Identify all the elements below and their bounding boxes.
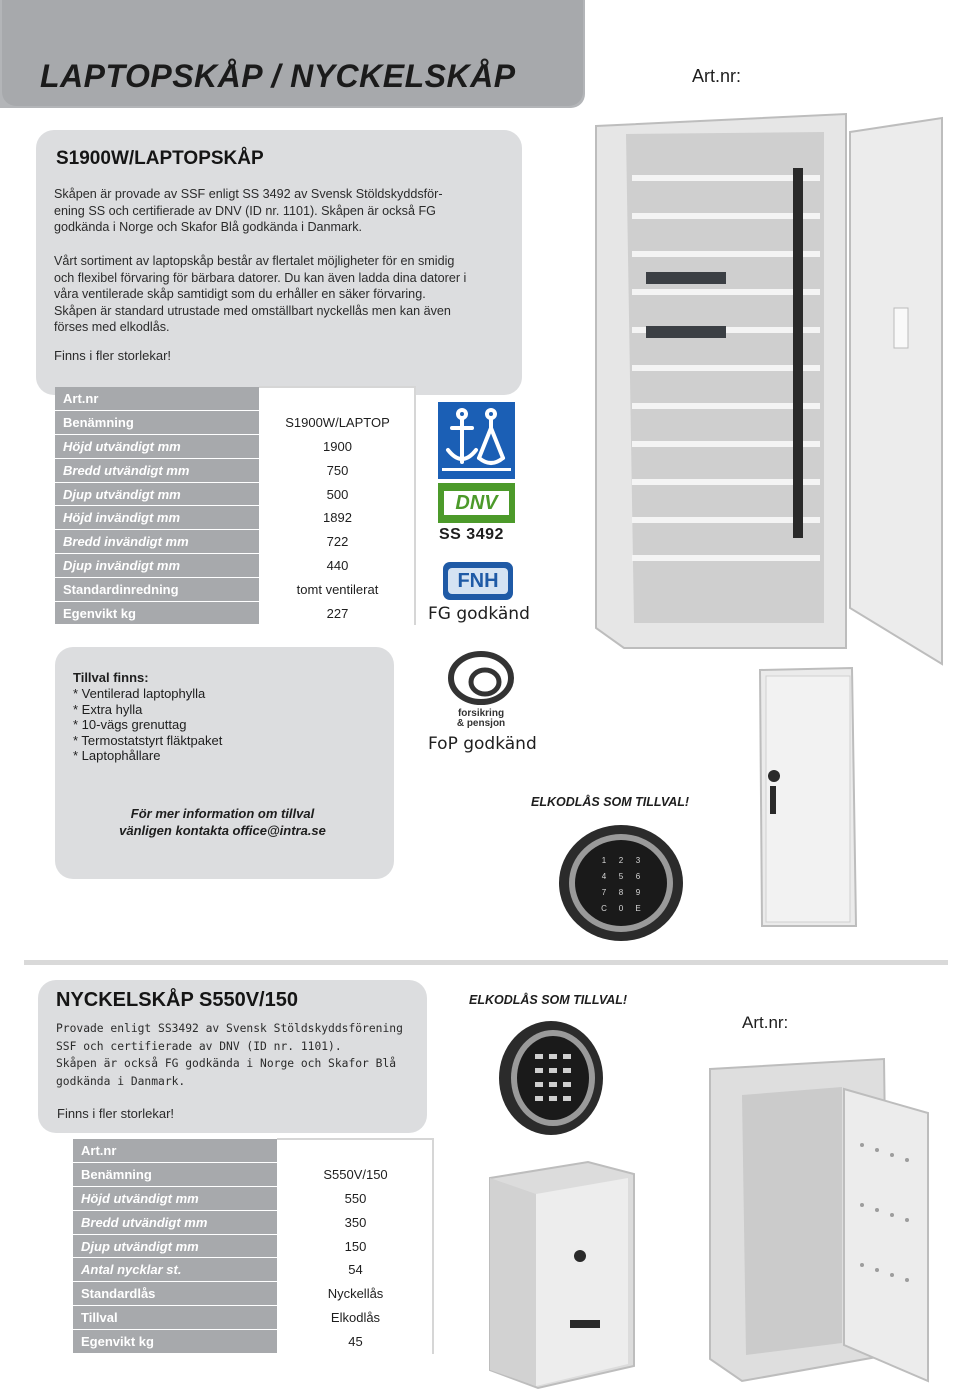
- laptop-para1-line: ening SS och certifierade av DNV (ID nr. 1101). Skåpen är också FG: [54, 203, 436, 218]
- table-row: [73, 1306, 433, 1330]
- anchor-icon: [438, 402, 515, 479]
- spec-value: [278, 1139, 433, 1163]
- laptop-paragraph-2: [54, 253, 514, 336]
- table-row: [73, 1187, 433, 1211]
- electronic-lock-image-2: [493, 1018, 605, 1138]
- spec-label: Tillval: [73, 1306, 278, 1330]
- key-more-sizes: Finns i fler storlekar!: [57, 1106, 175, 1121]
- table-row: [73, 1234, 433, 1258]
- spec-value: 440: [260, 554, 415, 578]
- list-item: * Termostatstyrt fläktpaket: [73, 732, 223, 748]
- keypad-key: 2: [618, 856, 624, 865]
- spec-value: tomt ventilerat: [260, 577, 415, 601]
- keypad-key: 5: [618, 872, 624, 881]
- key-desc-line: godkända i Danmark.: [56, 1075, 186, 1089]
- table-row: [55, 435, 415, 459]
- laptop-para1-line: godkända i Norge och Skafor Blå godkända i Danmark.: [54, 220, 363, 234]
- spec-label: Standardinredning: [55, 577, 260, 601]
- options-list: [73, 686, 222, 764]
- spec-value: S1900W/LAPTOP: [260, 411, 415, 435]
- options-title: Tillval finns:: [73, 670, 149, 685]
- ssf-logo: [438, 402, 515, 479]
- contact-line: För mer information om tillval: [130, 806, 315, 821]
- elkodlas-label-1: ELKODLÅS SOM TILLVAL!: [531, 795, 690, 809]
- spec-value: 550: [278, 1187, 433, 1211]
- spec-label: Benämning: [55, 411, 260, 435]
- table-row: [55, 387, 415, 411]
- table-row: [55, 530, 415, 554]
- table-row: [55, 506, 415, 530]
- spec-label: Bredd utvändigt mm: [55, 458, 260, 482]
- elkodlas-label-2: ELKODLÅS SOM TILLVAL!: [469, 993, 628, 1007]
- table-row: [73, 1258, 433, 1282]
- table-row: [55, 482, 415, 506]
- closed-cabinet-image: [756, 664, 860, 929]
- contact-line: vänligen kontakta office@intra.se: [119, 822, 326, 838]
- spec-label: Höjd invändigt mm: [55, 506, 260, 530]
- fop-logo-line2: & pensjon: [456, 718, 506, 728]
- key-cabinet-closed-image: [488, 1160, 638, 1390]
- laptop-cabinet-image: [588, 108, 960, 668]
- spec-value: 1892: [260, 506, 415, 530]
- table-row: [73, 1139, 433, 1163]
- spec-label: Antal nycklar st.: [73, 1258, 278, 1282]
- spec-value: [260, 387, 415, 411]
- key-cabinet-open-image: [702, 1055, 936, 1385]
- fop-godkand-label: FoP godkänd: [428, 734, 537, 754]
- spec-label: Benämning: [73, 1163, 278, 1187]
- list-item: * Ventilerad laptophylla: [73, 686, 206, 701]
- fop-logo-line1: forsikring: [457, 708, 505, 719]
- spec-value: S550V/150: [278, 1163, 433, 1187]
- spec-value: 45: [278, 1329, 433, 1353]
- laptop-para2-line: och flexibel förvaring för bärbara datorer. Du kan även ladda dina datorer i: [54, 270, 467, 285]
- keypad-key: E: [635, 904, 641, 913]
- list-item: * 10-vägs grenuttag: [73, 717, 187, 733]
- spec-value: 500: [260, 482, 415, 506]
- spec-value: 54: [278, 1258, 433, 1282]
- keypad-key: 3: [635, 856, 641, 865]
- table-row: [73, 1329, 433, 1353]
- key-desc-line: Provade enligt SS3492 av Svensk Stöldskyddsförening: [56, 1022, 403, 1035]
- key-spec-table: [73, 1138, 434, 1354]
- laptop-paragraph-1: [54, 186, 514, 236]
- spec-value: 1900: [260, 435, 415, 459]
- spec-value: 150: [278, 1234, 433, 1258]
- keypad-key: C: [601, 904, 607, 913]
- section-divider: [24, 960, 948, 965]
- table-row: [55, 458, 415, 482]
- keypad-key: 4: [601, 872, 607, 881]
- keypad-key: 7: [601, 888, 607, 897]
- keypad-key: 1: [601, 856, 607, 865]
- fg-godkand-label: FG godkänd: [428, 604, 530, 624]
- list-item: * Extra hylla: [73, 701, 143, 717]
- list-item: * Laptophållare: [73, 748, 161, 764]
- spec-label: Bredd utvändigt mm: [73, 1210, 278, 1234]
- laptop-para2-line: Skåpen är standard utrustade med omställbart nyckellås men kan även: [54, 303, 451, 318]
- key-cabinet-title: NYCKELSKÅP S550V/150: [56, 989, 298, 1011]
- keypad-key: 6: [635, 872, 641, 881]
- spec-value: 750: [260, 458, 415, 482]
- spec-label: Egenvikt kg: [73, 1329, 278, 1353]
- laptop-more-sizes: Finns i fler storlekar!: [54, 348, 172, 363]
- spec-label: Djup utvändigt mm: [55, 482, 260, 506]
- table-row: [73, 1163, 433, 1187]
- page-title: LAPTOPSKÅP / NYCKELSKÅP: [40, 58, 516, 94]
- artnr-label-top: Art.nr:: [692, 66, 742, 86]
- table-row: [73, 1210, 433, 1234]
- laptop-para2-line: Vårt sortiment av laptopskåp består av flertalet möjligheter för en smidig: [54, 254, 455, 268]
- ss3492-label: SS 3492: [439, 526, 504, 543]
- table-row: [55, 601, 415, 625]
- dnv-logo-text: DNV: [444, 491, 509, 515]
- fnh-logo-text: FNH: [448, 568, 508, 594]
- spec-label: Standardlås: [73, 1282, 278, 1306]
- fop-logo: [445, 650, 517, 728]
- spec-value: Elkodlås: [278, 1306, 433, 1330]
- spec-label: Bredd invändigt mm: [55, 530, 260, 554]
- spec-label: Djup invändigt mm: [55, 554, 260, 578]
- keypad-key: 9: [635, 888, 641, 897]
- table-row: [55, 411, 415, 435]
- keypad-key: 0: [618, 904, 624, 913]
- table-row: [55, 554, 415, 578]
- spec-value: 227: [260, 601, 415, 625]
- electronic-lock-image: [556, 823, 686, 945]
- dnv-logo: [438, 483, 515, 523]
- key-cabinet-description: [56, 1020, 416, 1091]
- table-row: [73, 1282, 433, 1306]
- laptop-para1-line: Skåpen är provade av SSF enligt SS 3492 av Svensk Stöldskyddsför-: [54, 187, 443, 201]
- spec-label: Art.nr: [55, 387, 260, 411]
- laptop-para2-line: våra ventilerade skåp samtidigt som du erhåller en säker förvaring.: [54, 287, 426, 301]
- laptop-title: S1900W/LAPTOPSKÅP: [56, 148, 264, 169]
- laptop-para2-line: förses med elkodlås.: [54, 320, 170, 334]
- spec-label: Höjd utvändigt mm: [55, 435, 260, 459]
- artnr-label-bottom: Art.nr:: [742, 1013, 789, 1032]
- laptop-spec-table: [55, 386, 416, 625]
- spec-label: Djup utvändigt mm: [73, 1234, 278, 1258]
- spec-value: Nyckellås: [278, 1282, 433, 1306]
- fnh-logo: [443, 562, 513, 600]
- key-desc-line: SSF och certifierade av DNV (ID nr. 1101).: [56, 1039, 342, 1053]
- keypad-key: 8: [618, 888, 624, 897]
- spec-label: Egenvikt kg: [55, 601, 260, 625]
- key-desc-line: Skåpen är också FG godkända i Norge och Skafor Blå: [56, 1057, 397, 1071]
- table-row: [55, 577, 415, 601]
- contact-info: [75, 806, 370, 839]
- spec-label: Art.nr: [73, 1139, 278, 1163]
- spec-value: 350: [278, 1210, 433, 1234]
- spec-value: 722: [260, 530, 415, 554]
- spec-label: Höjd utvändigt mm: [73, 1187, 278, 1211]
